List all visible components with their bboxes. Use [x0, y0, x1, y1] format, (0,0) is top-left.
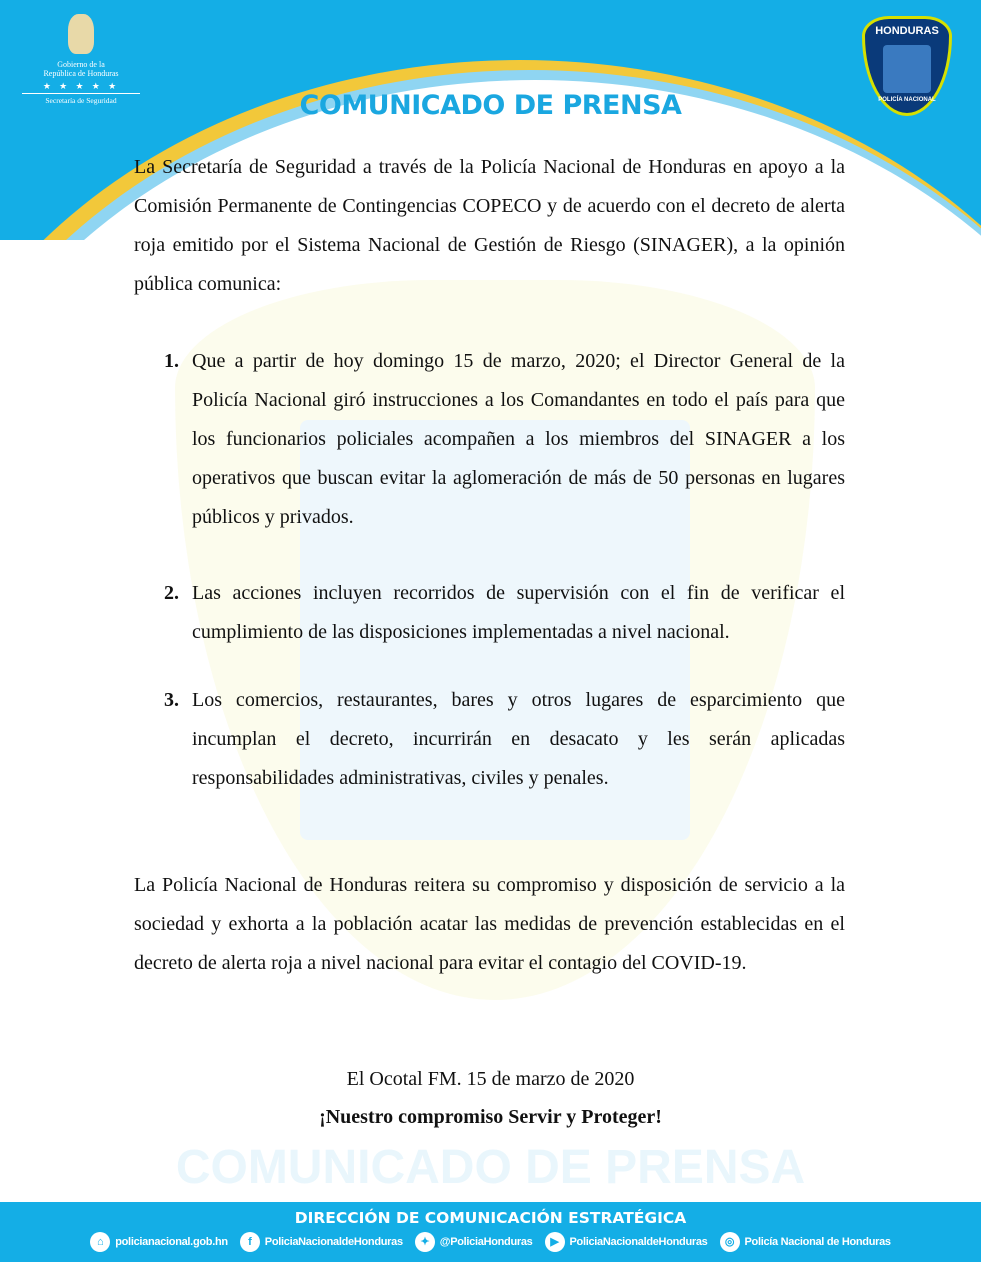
facebook-icon: f: [240, 1232, 260, 1252]
scales-icon: [883, 45, 931, 93]
item-number: 2.: [164, 582, 179, 604]
item-text: Los comercios, restaurantes, bares y otros lugares de esparcimiento que incumplan el decreto, incurrirán en desacato y les serán aplicadas responsabilidades administrativas, civiles y penales.: [192, 689, 845, 789]
intro-paragraph: La Secretaría de Seguridad a través de la Policía Nacional de Honduras en apoyo a la Comisión Permanente de Contingencias COPECO y de acuerdo con el decreto de alerta roja emitido por el Sistema Nacional de Gestión de Riesgo (SINAGER), a la opinión pública comunica:: [134, 156, 845, 295]
link-label: policianacional.gob.hn: [115, 1236, 228, 1248]
slogan: ¡Nuestro compromiso Servir y Proteger!: [319, 1106, 662, 1128]
youtube-icon: ▶: [545, 1232, 565, 1252]
footer-heading: DIRECCIÓN DE COMUNICACIÓN ESTRATÉGICA: [294, 1209, 687, 1227]
list-item: [164, 342, 845, 537]
gov-line1: Gobierno de la: [57, 60, 105, 69]
list-item: [164, 574, 845, 652]
dateline: El Ocotal FM. 15 de marzo de 2020: [346, 1068, 635, 1090]
footer-link-twitter[interactable]: [415, 1232, 533, 1252]
page-title: COMUNICADO DE PRENSA: [299, 90, 682, 121]
link-label: PoliciaNacionaldeHonduras: [569, 1236, 708, 1248]
coat-of-arms-icon: [68, 14, 94, 54]
twitter-icon: ✦: [415, 1232, 435, 1252]
footer-link-instagram[interactable]: [720, 1232, 891, 1252]
footer: [0, 1202, 981, 1262]
item-number: 3.: [164, 689, 179, 711]
item-text: Las acciones incluyen recorridos de supervisión con el fin de verificar el cumplimiento de las disposiciones implementadas a nivel nacional.: [192, 582, 845, 643]
closing-paragraph: La Policía Nacional de Honduras reitera su compromiso y disposición de servicio a la sociedad y exhorta a la población acatar las medidas de prevención establecidas en el decreto de alerta roja a nivel nacional para evitar el contagio del COVID-19.: [134, 874, 845, 974]
footer-link-youtube[interactable]: [545, 1232, 708, 1252]
footer-link-facebook[interactable]: [240, 1232, 403, 1252]
link-label: @PoliciaHonduras: [439, 1236, 533, 1248]
watermark-text: COMUNICADO DE PRENSA: [175, 1141, 806, 1194]
home-icon: ⌂: [90, 1232, 110, 1252]
link-label: PoliciaNacionaldeHonduras: [264, 1236, 403, 1248]
instagram-icon: ◎: [720, 1232, 740, 1252]
badge-bottom: POLICÍA NACIONAL: [878, 97, 936, 103]
item-number: 1.: [164, 350, 179, 372]
stars: ★ ★ ★ ★ ★: [42, 81, 120, 91]
list-item: [164, 681, 845, 798]
gov-line2: República de Honduras: [43, 69, 119, 78]
item-text: Que a partir de hoy domingo 15 de marzo, 2020; el Director General de la Policía Nacional giró instrucciones a los Comandantes en todo el país para que los funcionarios policiales acompañen a los miembros del SINAGER a los operativos que buscan evitar la aglomeración de más de 50 personas en lugares públicos y privados.: [192, 350, 845, 528]
badge-text: HONDURAS: [875, 25, 939, 37]
footer-link-website[interactable]: [90, 1232, 228, 1252]
link-label: Policía Nacional de Honduras: [744, 1236, 891, 1248]
gov-secretaria: Secretaría de Seguridad: [22, 93, 140, 105]
